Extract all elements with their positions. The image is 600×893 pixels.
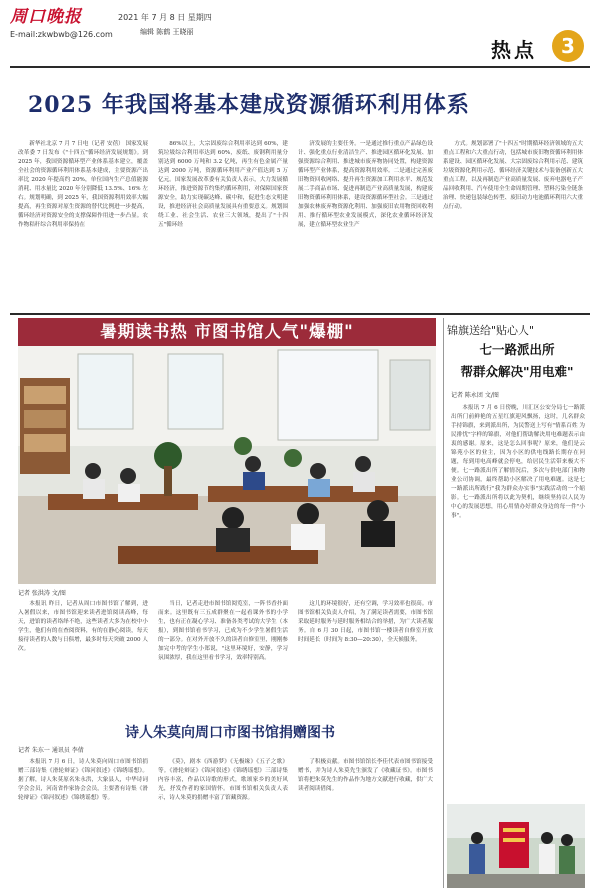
donation-column-1 (18, 758, 148, 888)
article1-column-2 (158, 140, 288, 308)
donation-column-3 (298, 758, 433, 888)
side-story-column (451, 404, 585, 800)
article1-column-4 (443, 140, 583, 308)
donation-byline: 记者 朱东一 通讯员 李倩 (18, 747, 84, 754)
donation-text-2: 《莫》，剧本《西游梦》《无极缘》《五子之歌》等。《滑轮辩证》《锦河叙述》《锦绣谣想》三部诗集内容丰富，作品以诗歌的形式，歌颂家乡的美好风光，抒发作者的家国情怀。市图书馆相关负责人表示，诗人朱莫的捐赠丰富了馆藏资源。 (158, 759, 288, 801)
main-headline: 2025 年我国将基本建成资源循环利用体系 (28, 92, 470, 118)
header-divider (10, 66, 590, 68)
editor-credits: 编辑 陈鹤 王晓丽 (140, 28, 194, 36)
masthead: 周口晚报 (10, 7, 82, 27)
article1-column-3 (298, 140, 433, 308)
library-reading-room-photo (18, 346, 436, 584)
article2-text-1: 本报讯 昨日，记者从周口市图书馆了解到，进入暑假以来，市图书馆迎来读者进馆阅读高峰，每天，进馆的读者络绎不绝，这些读者大多为在校中小学生，他们有的在查阅资料，有的在静心阅读，每天接待读者的人数与日俱增，最多时每天突破 2000 人次。 (18, 601, 148, 652)
donation-headline: 诗人朱莫向周口市图书馆捐赠图书 (125, 725, 335, 741)
article1-column-1 (18, 140, 148, 308)
article1-text-3: 济发展的主要任务。一是通过推行重点产品绿色设计、强化重点行业清洁生产、推进园区循环化发展、加强资源综合利用、推进城市废弃物协同处置，构建资源循环型产业体系，提高资源利用效率。二是通过完善废旧物资回收网络、提升再生资源加工利用水平、规范发展二手商品市场、促进再制造产业高质量发展，构建废旧物资循环利用体系，建设资源循环型社会。三是通过加强农林废弃物资源化利用、加强废旧农用物资回收利用、推行循环型农业发展模式，深化农业循环经济发展，建立循环型农业生产 (298, 141, 433, 228)
article1-text-2: 86%以上，大宗固废综合利用率达到 60%，建筑垃圾综合利用率达到 60%，废纸、废钢利用量分别达到 6000 万吨和 3.2 亿吨，再生有色金属产量达到 2000 万吨，资源循环利用产业产值达到 5 万亿元。国家发展改革委有关负责人表示，大力发展循环经济，推进资源节约集约循环利用，对保障国家资源安全，助力实现碳达峰、碳中和，促进生态文明建设，推进经济社会高质量发展具有重要意义。规划围绕工业、社会生活、农业三大领域，提出了"十四五"循环经 (158, 141, 288, 228)
page-number-badge: 3 (552, 30, 584, 62)
article1-text-1: 新华社北京 7 月 7 日电（记者 安蓓） 国家发展改革委 7 日发布《"十四五"循环经济发展规划》。到 2025 年，我国资源循环型产业体系基本建立，覆盖全社会的资源循环利用体系基本建成，主要资源产出率比 2020 年提高约 20%，单位国内生产总值能源消耗、用水量比 2020 年分别降低 13.5%、16% 左右。规划明确，到 2025 年，我国资源利用效率大幅提高，再生资源对原生资源的替代比例进一步提高，循环经济对资源安全的支撑保障作用进一步凸显。农作物秸秆综合利用率保持在 (18, 141, 148, 228)
article2-column-1 (18, 600, 148, 712)
email-address: E-mail:zkwbwb@126.com (10, 30, 113, 39)
side-story-text: 本报讯 7 月 6 日傍晚，川汇区公安分局七一路派出所门前鲜艳的五星红旗迎风飘扬，这时，几名群众手持锦旗，来到派出所，为民警送上写有"情系百姓 为民排忧"字样的锦旗，对他们帮助解决用电难题表示由衷的感谢。原来，这是怎么回事呢？原来，他们是云锦苑小区的业主，因为小区的供电线路长期存在问题，每到用电高峰就会停电，给居民生活带来极大不便。七一路派出所了解情况后，多次与供电部门和物业公司协调，最终帮助小区解决了用电难题。这是七一路派出所践行"我为群众办实事"实践活动的一个缩影。七一路派出所将以此为契机，继续坚持以人民为中心的发展思想，用心用情办好群众身边的每一件"小事"。 (451, 405, 585, 519)
section-divider (10, 313, 590, 315)
donation-column-2 (158, 758, 288, 888)
side-story-headline-2: 帮群众解决"用电难" (460, 364, 574, 379)
photo-caption: 记者 张洪涛 文/图 (18, 590, 66, 597)
side-column-divider (443, 318, 444, 888)
article2-column-3 (298, 600, 433, 712)
pennant-illustration (447, 804, 585, 888)
article1-text-4: 方式。规划部署了"十四五"时期循环经济领域的五大重点工程和六大重点行动，包括城市废旧物资循环利用体系建设、园区循环化发展、大宗固废综合利用示范、建筑垃圾资源化利用示范、循环经济关键技术与装备创新五大重点工程，以及再制造产业高质量发展、废弃电器电子产品回收利用、汽车使用全生命周期管理、塑料污染全链条治理、快递包装绿色转型、废旧动力电池循环利用六大重点行动。 (443, 141, 583, 210)
donation-text-3: 了积极贡献。市图书馆馆长李佳代表市图书馆接受赠书，并为诗人朱莫先生颁发了《收藏证书》。市图书馆将把朱莫先生的作品作为地方文献进行收藏，供广大读者阅读借阅。 (298, 759, 433, 792)
side-story-kicker: 锦旗送给"贴心人" (447, 324, 535, 337)
article2-column-2 (158, 600, 288, 712)
side-story-byline: 记者 陈永团 文/图 (451, 392, 499, 399)
donation-text-1: 本报讯 7 月 6 日，诗人朱莫向周口市图书馆捐赠三部诗集《滑轮辩证》《锦河叙述》《锦绣谣想》。据了解，诗人朱莫原名朱永洪，大象县人，中华诗词学会会员，河南省作家协会会员，主要著有诗集《滑轮辩证》《锦河叙述》《锦绣谣想》等。 (18, 759, 148, 801)
side-story-headline-1: 七一路派出所 (479, 342, 555, 357)
library-banner: 暑期读书热 市图书馆人气"爆棚" (18, 318, 436, 346)
reading-room-illustration (18, 346, 436, 584)
issue-date: 2021 年 7 月 8 日 星期四 (118, 13, 212, 22)
section-title: 热点 (491, 38, 537, 62)
pennant-presentation-photo (447, 804, 585, 888)
article2-text-3: 这儿的环境很好，还有空调，学习效率也很高。市图书馆相关负责人介绍，为了满足读者需要，市图书馆采取延时服务与延时服务相结合的举措，为广大读者服务。自 6 月 30 日起，市图书馆一楼读者自修室开放时间延长（时间为 8:30—20:30），全天候服务。 (298, 601, 433, 643)
article2-text-2: 当日，记者走进市图书馆阅览室，一阵书香扑面而来。这里既有三五成群聚在一起看课外书的小学生，也有正在凝心学习、准备各类考试的大学生（本报），到图书馆看书学习，已成为不少学生暑假生活的一部分。在对外开放不久的读者自修室里，刚刚参加完中考的学生小郑说，"这里环境好，安静，学习氛围浓厚，我在这里看书学习，效率特别高。 (158, 601, 288, 661)
